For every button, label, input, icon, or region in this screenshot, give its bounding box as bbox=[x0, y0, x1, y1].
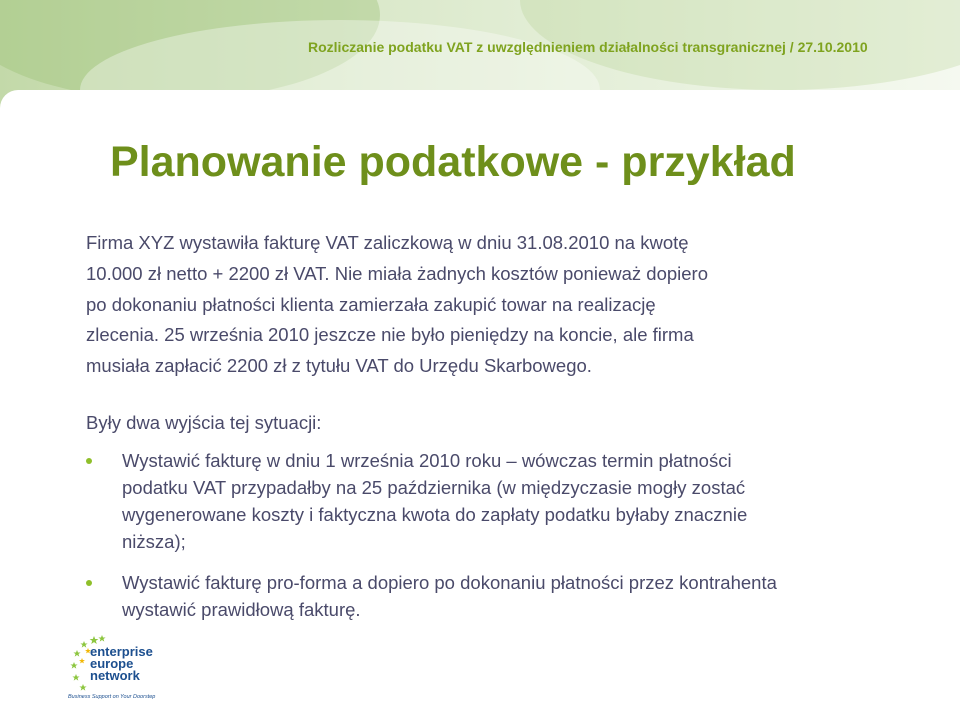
bullet-line: wygenerowane koszty i faktyczna kwota do zapłaty podatku byłaby znacznie bbox=[122, 504, 748, 525]
bullet-line: Wystawić fakturę w dniu 1 września 2010 roku – wówczas termin płatności bbox=[122, 450, 732, 471]
bullet-icon bbox=[86, 458, 92, 464]
logo-wordmark bbox=[90, 646, 153, 682]
option-bullet-1 bbox=[86, 447, 916, 555]
enterprise-europe-network-logo bbox=[64, 632, 154, 702]
options-list bbox=[86, 447, 916, 623]
logo-line: enterprise bbox=[90, 644, 153, 659]
running-title: Rozliczanie podatku VAT z uwzględnieniem działalności transgranicznej / 27.10.2010 bbox=[308, 39, 868, 55]
example-paragraph bbox=[86, 228, 916, 382]
option-bullet-2 bbox=[86, 569, 916, 623]
options-intro: Były dwa wyjścia tej sytuacji: bbox=[86, 412, 322, 433]
logo-line: network bbox=[90, 668, 140, 683]
bullet-line: niższa); bbox=[122, 531, 186, 552]
slide-title: Planowanie podatkowe - przykład bbox=[110, 138, 796, 186]
bullet-line: Wystawić fakturę pro-forma a dopiero po dokonaniu płatności przez kontrahenta bbox=[122, 572, 777, 593]
logo-tagline: Business Support on Your Doorstep bbox=[68, 694, 156, 700]
paragraph-line: musiała zapłacić 2200 zł z tytułu VAT do Urzędu Skarbowego. bbox=[86, 355, 592, 377]
paragraph-line: zlecenia. 25 września 2010 jeszcze nie było pieniędzy na koncie, ale firma bbox=[86, 324, 694, 346]
bullet-line: podatku VAT przypadałby na 25 października (w międzyczasie mogły zostać bbox=[122, 477, 746, 498]
paragraph-line: po dokonaniu płatności klienta zamierzała zakupić towar na realizację bbox=[86, 293, 656, 315]
banner-curve bbox=[0, 90, 960, 108]
paragraph-line: Firma XYZ wystawiła fakturę VAT zaliczkową w dniu 31.08.2010 na kwotę bbox=[86, 232, 689, 253]
logo-line: europe bbox=[90, 656, 134, 671]
bullet-icon bbox=[86, 580, 92, 586]
paragraph-line: 10.000 zł netto + 2200 zł VAT. Nie miała żadnych kosztów ponieważ dopiero bbox=[86, 262, 708, 284]
header-banner bbox=[0, 0, 960, 108]
bullet-line: wystawić prawidłową fakturę. bbox=[122, 599, 361, 620]
